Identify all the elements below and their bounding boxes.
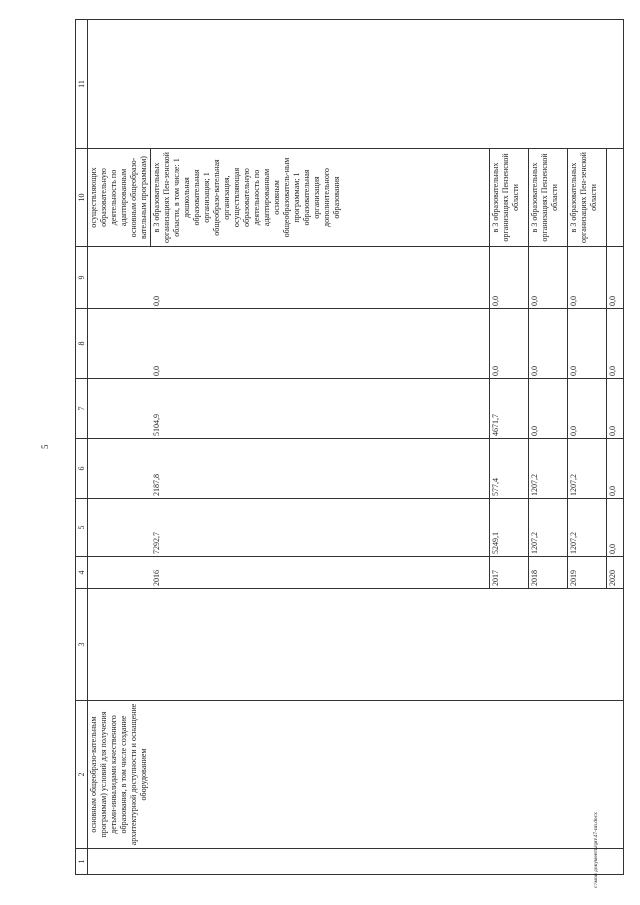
local-cell — [88, 309, 151, 379]
extrabudget-cell: 0,0 — [490, 247, 529, 309]
total-cell: 0,0 — [607, 499, 624, 557]
year-cell — [88, 557, 151, 589]
result-cell: в 3 образовательных организациях Пен-зенской области, в том числе: 1 дошкольная образовательная организация; 1 общеобразо-вательная организация, осуществляющая образовательную деятельность по адаптированным основным общеобразователь-ным программам; 1 образовательная организация дополнительного образования — [151, 149, 490, 247]
column-header-11: 11 — [76, 20, 88, 149]
column-header-4: 4 — [76, 557, 88, 589]
year-cell: 2020 — [607, 557, 624, 589]
column-header-3: 3 — [76, 589, 88, 701]
column-header-row — [76, 20, 88, 875]
federal-cell — [88, 439, 151, 499]
year-cell: 2018 — [529, 557, 568, 589]
federal-cell: 2187,8 — [151, 439, 490, 499]
year-cell: 2016 — [151, 557, 490, 589]
total-cell: 1207,2 — [529, 499, 568, 557]
regional-cell: 0,0 — [529, 379, 568, 439]
federal-cell: 1207,2 — [568, 439, 607, 499]
note-cell — [88, 20, 624, 149]
local-cell: 0,0 — [151, 309, 490, 379]
federal-cell: 1207,2 — [529, 439, 568, 499]
result-cell: в 3 образовательных организациях Пензенской области — [529, 149, 568, 247]
local-cell: 0,0 — [607, 309, 624, 379]
total-cell: 1207,2 — [568, 499, 607, 557]
column-header-1: 1 — [76, 849, 88, 875]
result-cell: в 3 образовательных организациях Пензенской области — [490, 149, 529, 247]
column-header-5: 5 — [76, 499, 88, 557]
federal-cell: 577,4 — [490, 439, 529, 499]
total-cell: 5249,1 — [490, 499, 529, 557]
local-cell: 0,0 — [529, 309, 568, 379]
extrabudget-cell: 0,0 — [529, 247, 568, 309]
result-cell: в 3 образовательных организациях Пен-зенской области — [568, 149, 607, 247]
local-cell: 0,0 — [490, 309, 529, 379]
executor-cell — [88, 589, 624, 701]
column-header-7: 7 — [76, 379, 88, 439]
extrabudget-cell — [88, 247, 151, 309]
table-row — [88, 20, 151, 875]
extrabudget-cell: 0,0 — [151, 247, 490, 309]
regional-cell: 4671,7 — [490, 379, 529, 439]
row-number-cell — [88, 849, 624, 875]
column-header-2: 2 — [76, 701, 88, 849]
activity-description: основным общеобразо-вательным программам) условий для получения детьми-инвалидами качественного образования, в том числе создание архитектурной доступности и оснащение оборудованием — [88, 701, 624, 849]
regional-cell: 5104,9 — [151, 379, 490, 439]
column-header-9: 9 — [76, 247, 88, 309]
file-path-footer: c:\мои документы\рп\47-пп.docx — [593, 812, 599, 888]
column-header-8: 8 — [76, 309, 88, 379]
column-header-10: 10 — [76, 149, 88, 247]
result-cell — [607, 149, 624, 247]
local-cell: 0,0 — [568, 309, 607, 379]
regional-cell — [88, 379, 151, 439]
extrabudget-cell: 0,0 — [568, 247, 607, 309]
total-cell — [88, 499, 151, 557]
extrabudget-cell: 0,0 — [607, 247, 624, 309]
result-continuation: осуществляющих образовательную деятельность по адаптированным основным общеобразо-вательным программам) — [88, 149, 151, 247]
federal-cell: 0,0 — [607, 439, 624, 499]
regional-cell: 0,0 — [568, 379, 607, 439]
budget-table — [75, 19, 624, 875]
total-cell: 7292,7 — [151, 499, 490, 557]
column-header-6: 6 — [76, 439, 88, 499]
regional-cell: 0,0 — [607, 379, 624, 439]
page-number: 5 — [40, 444, 50, 449]
year-cell: 2019 — [568, 557, 607, 589]
year-cell: 2017 — [490, 557, 529, 589]
